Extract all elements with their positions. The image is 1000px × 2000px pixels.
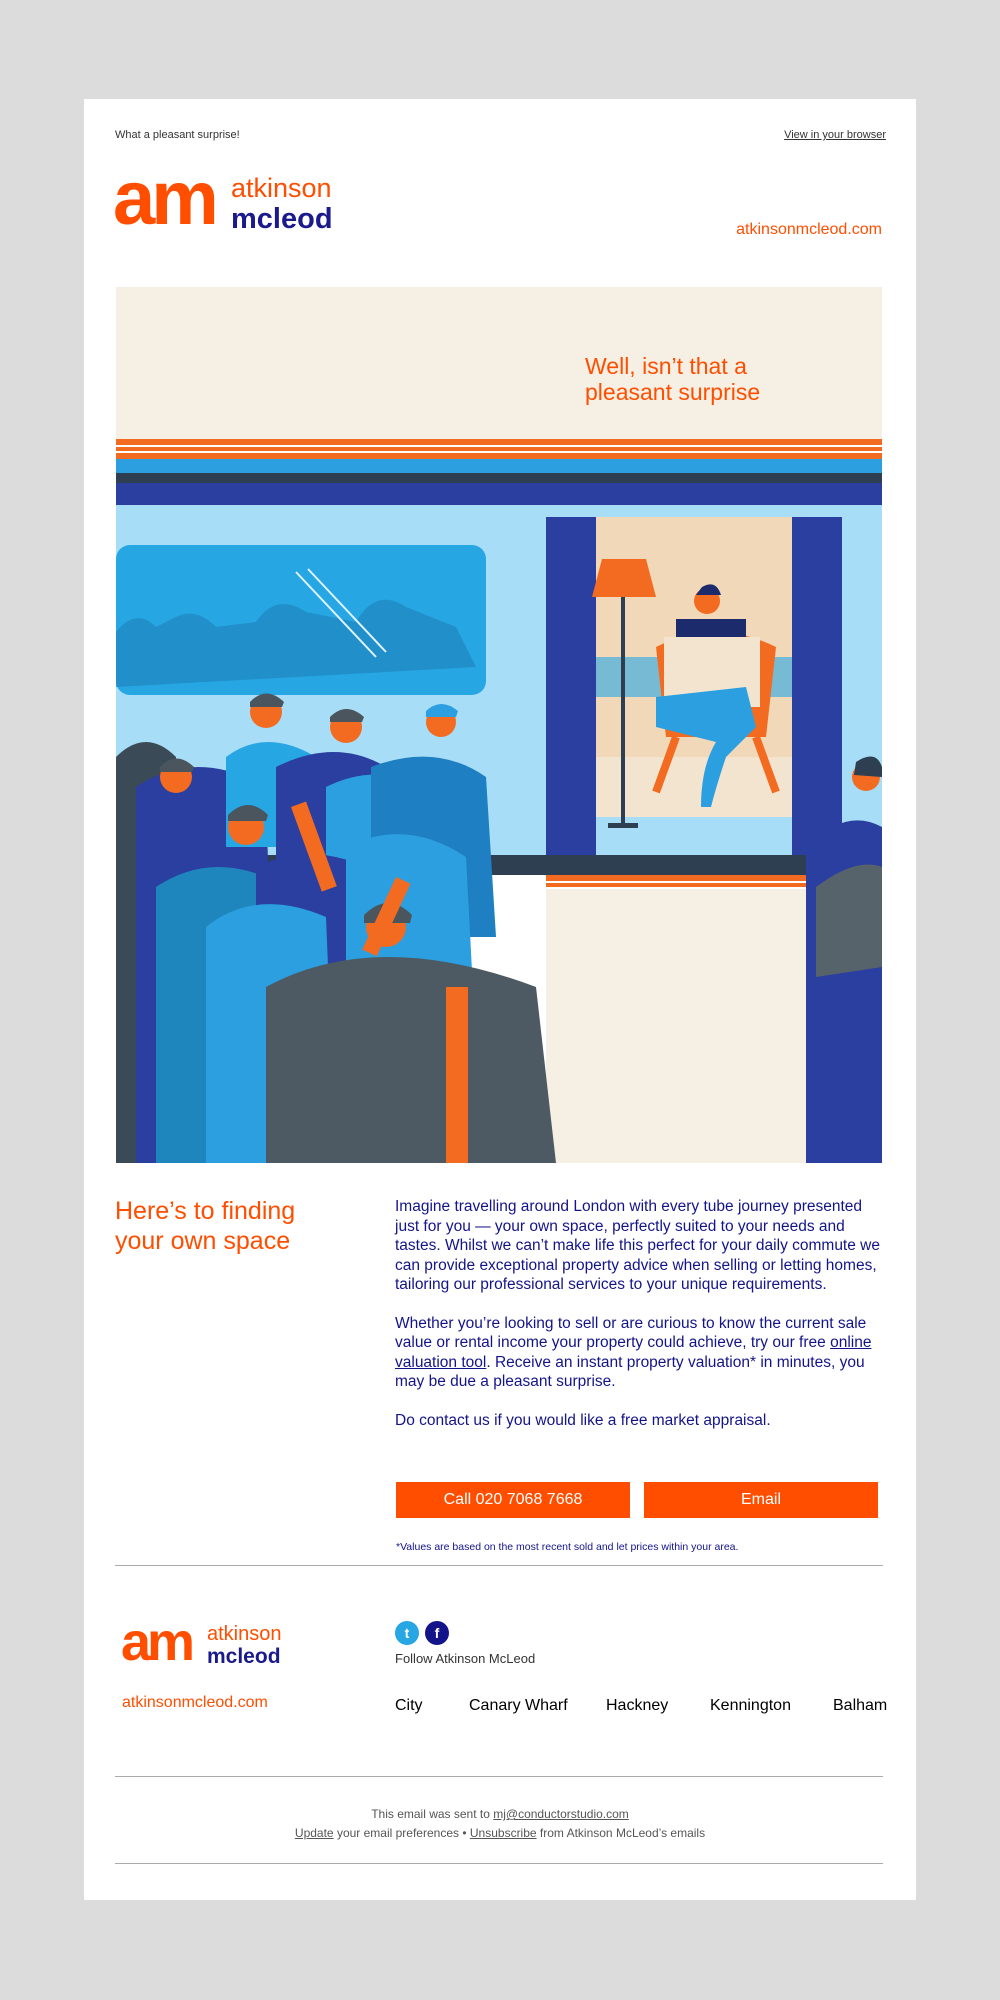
sent-to-line	[84, 1807, 916, 1821]
preferences-text: your email preferences •	[333, 1826, 470, 1840]
preheader-tagline: What a pleasant surprise!	[115, 129, 240, 141]
office-link-balham[interactable]: Balham	[833, 1697, 888, 1714]
tube-carriage-illustration	[116, 287, 882, 1163]
headline-line2: your own space	[115, 1227, 291, 1255]
call-button[interactable]: Call 020 7068 7668	[396, 1482, 630, 1518]
logo-line-mcleod: mcleod	[231, 203, 333, 235]
twitter-glyph: t	[404, 1625, 410, 1641]
office-link-city[interactable]: City	[395, 1697, 423, 1714]
twitter-icon[interactable]	[395, 1621, 419, 1645]
unsubscribe-link[interactable]: Unsubscribe	[469, 1826, 537, 1840]
sent-to-prefix: This email was sent to	[371, 1807, 494, 1821]
body-paragraph-2-end: . Receive an instant property valuation* in minutes, you may be due a pleasant surprise.	[395, 1353, 865, 1390]
footer-logo[interactable]	[121, 1612, 321, 1672]
follow-text: Follow Atkinson McLeod	[395, 1651, 536, 1666]
divider-top	[115, 1565, 883, 1566]
body-paragraph-1: Imagine travelling around London with every tube journey presented just for you — your own space, perfectly suited to your needs and tastes. Whilst we can’t make life this perfect for your daily commute we can provide exceptional property advice when selling or letting homes, tailoring our professional services to your unique requirements.	[395, 1198, 880, 1293]
footer-site-link[interactable]: atkinsonmcleod.com	[122, 1694, 268, 1711]
office-link-canary-wharf[interactable]: Canary Wharf	[469, 1697, 568, 1714]
hero-caption	[585, 353, 760, 405]
sent-to-email-link[interactable]: mj@conductorstudio.com	[493, 1807, 629, 1821]
facebook-glyph: f	[434, 1625, 440, 1641]
preferences-line	[84, 1826, 916, 1840]
body-paragraph-3: Do contact us if you would like a free market appraisal.	[395, 1411, 771, 1429]
hero-caption-line2: pleasant surprise	[585, 379, 761, 405]
footer-logo-line-atkinson: atkinson	[207, 1623, 282, 1645]
update-preferences-link[interactable]: Update	[294, 1826, 334, 1840]
hero-illustration	[116, 287, 882, 1163]
office-link-kennington[interactable]: Kennington	[710, 1697, 791, 1714]
footer-logo-mark: am	[121, 1612, 192, 1672]
logo-mark: am	[113, 156, 215, 241]
header-logo[interactable]	[113, 156, 373, 241]
divider-middle	[115, 1776, 883, 1777]
office-link-hackney[interactable]: Hackney	[606, 1697, 669, 1714]
footer-logo-line-mcleod: mcleod	[207, 1645, 281, 1668]
email-button[interactable]: Email	[644, 1482, 878, 1518]
footnote: *Values are based on the most recent sold and let prices within your area.	[396, 1541, 739, 1553]
email-container	[84, 99, 916, 1900]
view-in-browser-link[interactable]: View in your browser	[784, 129, 886, 141]
facebook-icon[interactable]	[425, 1621, 449, 1645]
divider-bottom	[115, 1863, 883, 1864]
logo-line-atkinson: atkinson	[231, 173, 332, 203]
unsubscribe-suffix: from Atkinson McLeod’s emails	[536, 1826, 706, 1840]
body-paragraph-2	[395, 1314, 887, 1392]
header-site-link[interactable]: atkinsonmcleod.com	[736, 221, 882, 238]
hero-caption-line1: Well, isn’t that a	[585, 353, 747, 379]
body-copy	[395, 1197, 887, 1449]
body-paragraph-2-start: Whether you’re looking to sell or are curious to know the current sale value or rental income your property could achieve, try our free	[395, 1314, 867, 1351]
section-headline	[115, 1196, 345, 1256]
headline-line1: Here’s to finding	[115, 1197, 296, 1225]
online-valuation-link[interactable]: online valuation tool	[395, 1334, 872, 1371]
